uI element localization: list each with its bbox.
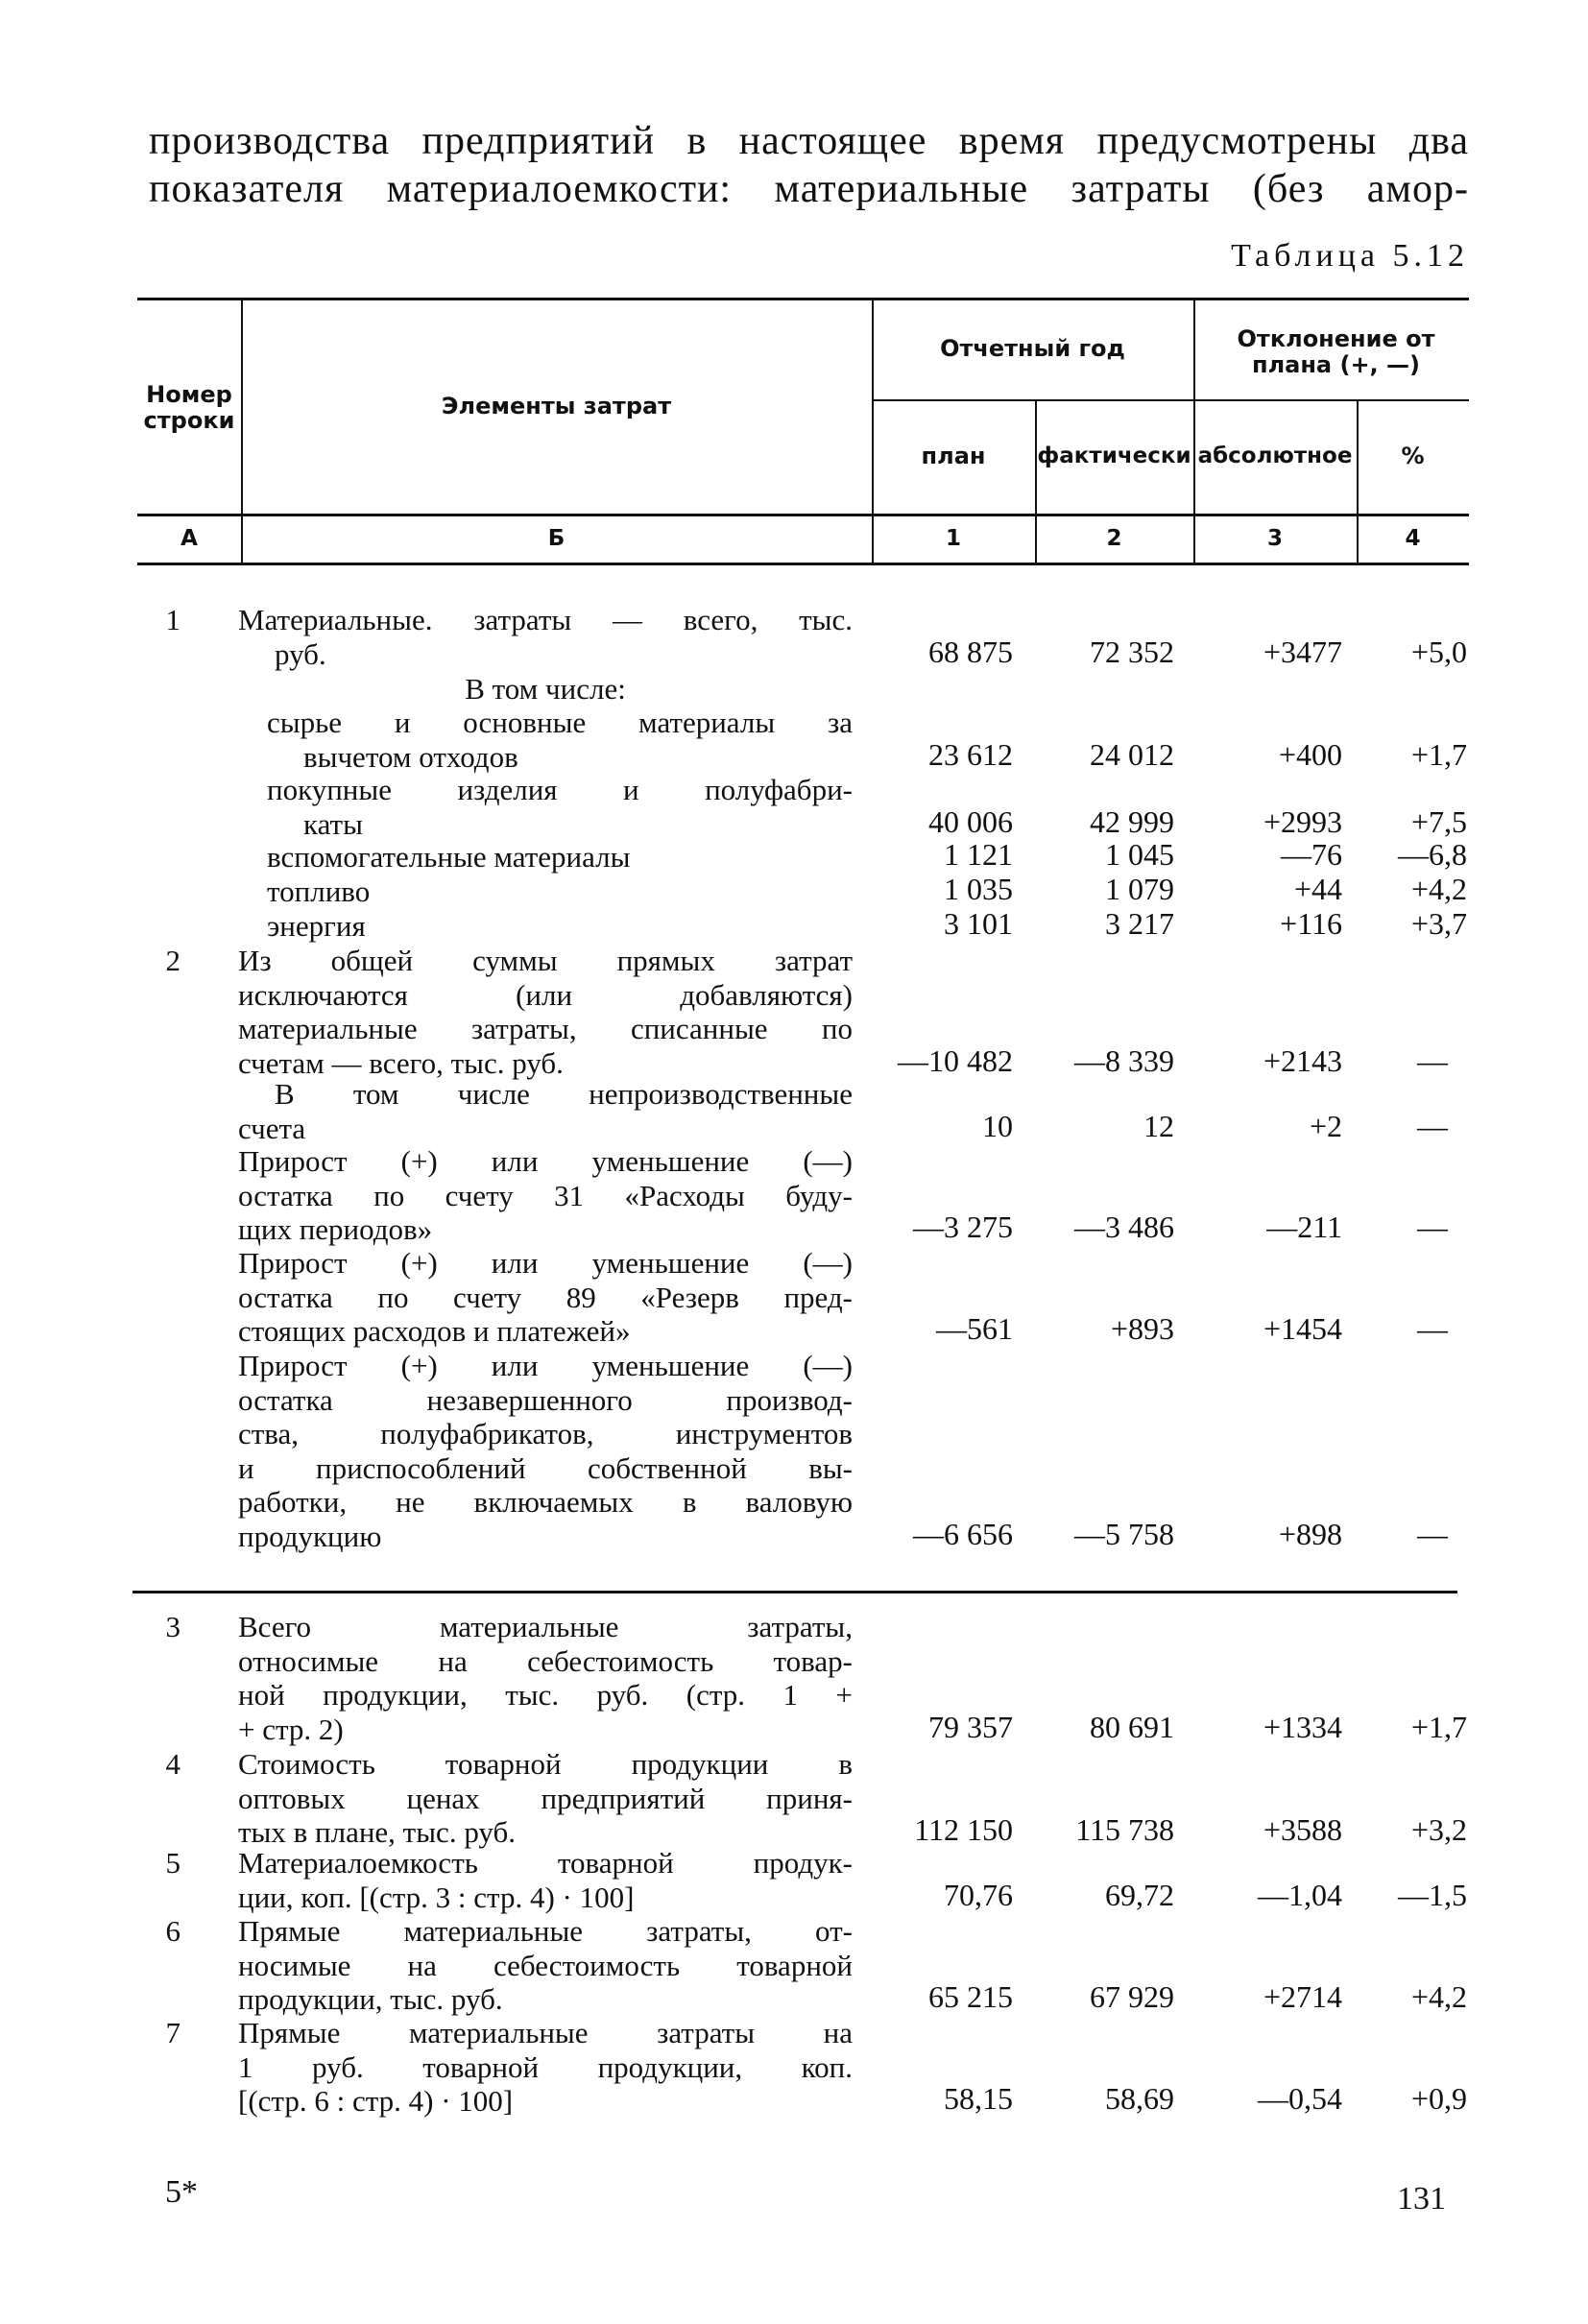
header-percent: %: [1401, 443, 1425, 469]
cell-actual: 42 999: [1090, 803, 1174, 839]
cell-plan: 3 101: [944, 906, 1013, 941]
row-label-line: Материальные. затраты — всего, тыс.: [238, 603, 853, 636]
header-absolute: абсолютное: [1197, 443, 1353, 468]
row-label-line: стоящих расходов и платежей»: [238, 1314, 631, 1348]
cell-actual: —8 339: [1074, 1042, 1174, 1078]
cell-percent: —6,8: [1398, 837, 1467, 872]
row-label-line: вычетом отходов: [303, 739, 518, 774]
table-caption: Таблица 5.12: [1231, 238, 1469, 274]
row-label: [238, 1914, 853, 2017]
row-label-line: щих периодов»: [238, 1212, 433, 1246]
cell-absolute: +3477: [1263, 634, 1342, 669]
row-label-line: + стр. 2): [238, 1712, 344, 1746]
cell-percent: +3,2: [1410, 1812, 1467, 1847]
cell-actual: 80 691: [1090, 1709, 1174, 1744]
cell-absolute: +898: [1278, 1516, 1342, 1551]
row-label-line: материальные затраты, списанные по: [238, 1012, 853, 1045]
cell-actual: —3 486: [1074, 1210, 1174, 1244]
intro-line-1: производства предприятий в настоящее время предусмотрены два: [149, 119, 1469, 163]
row-label: [267, 840, 853, 874]
cell-plan: 70,76: [944, 1877, 1013, 1912]
cell-percent: —: [1417, 1042, 1448, 1078]
intro-paragraph: [149, 117, 1469, 213]
row-label: [238, 1747, 853, 1850]
row-label-line: сырье и основные материалы за: [267, 706, 853, 739]
row-label: [238, 672, 853, 707]
row-label-line: продукции, тыс. руб.: [238, 1982, 503, 2016]
row-label-line: вспомогательные материалы: [267, 840, 631, 874]
row-label-line: ции, коп. [(стр. 3 : стр. 4) · 100]: [238, 1880, 635, 1914]
row-label-line: каты: [303, 806, 363, 841]
header-bottom-rule: [137, 514, 1469, 516]
row-label-line: Прирост (+) или уменьшение (—): [238, 1246, 853, 1280]
cell-actual: 3 217: [1105, 906, 1174, 941]
cell-plan: 79 357: [928, 1709, 1013, 1744]
colnum-4: 4: [1405, 526, 1421, 551]
cell-actual: —5 758: [1074, 1516, 1174, 1551]
cell-plan: 1 035: [944, 872, 1013, 906]
row-number: 2: [165, 944, 180, 977]
row-label-line: относимые на себестоимость товар-: [238, 1643, 853, 1678]
cell-absolute: +2993: [1263, 803, 1342, 839]
row-number: 3: [165, 1610, 180, 1643]
cell-actual: 72 352: [1090, 634, 1174, 669]
cell-plan: 23 612: [928, 736, 1013, 772]
row-number: 6: [165, 1914, 180, 1948]
colnum-bottom-rule: [137, 563, 1469, 565]
cell-absolute: —76: [1281, 837, 1342, 872]
cell-plan: 112 150: [914, 1812, 1013, 1847]
cell-absolute: +2143: [1263, 1042, 1342, 1078]
row-label-line: остатка по счету 89 «Резерв пред-: [238, 1280, 853, 1314]
signature-mark: 5*: [165, 2174, 198, 2210]
colnum-a: А: [180, 526, 198, 551]
row-label-line: Стоимость товарной продукции в: [238, 1747, 853, 1781]
row-label-line: исключаются (или добавляются): [238, 977, 853, 1012]
cell-plan: 58,15: [944, 2081, 1013, 2116]
cell-actual: 1 079: [1105, 872, 1174, 906]
row-label: [238, 944, 853, 1080]
colnum-1: 1: [945, 526, 961, 551]
page-number: 131: [1397, 2181, 1446, 2216]
cell-absolute: +44: [1293, 872, 1342, 906]
row-label: [238, 2016, 853, 2119]
cell-plan: 40 006: [928, 803, 1013, 839]
cell-absolute: +400: [1278, 736, 1342, 772]
cell-absolute: —1,04: [1258, 1877, 1342, 1912]
row-label: [267, 706, 853, 774]
row-label-line: и приспособлений собственной вы-: [238, 1450, 853, 1485]
row-label: [238, 1144, 853, 1247]
cell-plan: 1 121: [944, 837, 1013, 872]
row-label-line: оптовых ценах предприятий приня-: [238, 1781, 853, 1815]
row-label: [238, 1246, 853, 1349]
cell-absolute: +2714: [1263, 1979, 1342, 2014]
cell-plan: 10: [982, 1108, 1013, 1143]
row-label-line: энергия: [267, 909, 366, 943]
row-label: [238, 603, 853, 671]
cell-percent: +1,7: [1410, 1709, 1467, 1744]
cell-actual: 1 045: [1105, 837, 1174, 872]
row-label-line: Прямые материальные затраты на: [238, 2016, 853, 2049]
table-top-rule: [137, 298, 1469, 300]
cell-percent: +0,9: [1410, 2081, 1467, 2116]
cell-plan: —561: [936, 1311, 1013, 1346]
intro-line-2: показателя материалоемкости: материальные затраты (без амор-: [149, 167, 1469, 211]
row-label: [267, 773, 853, 841]
header-reporting-year: Отчетный год: [940, 335, 1125, 362]
row-label-line: работки, не включаемых в валовую: [238, 1485, 853, 1519]
cell-absolute: +116: [1280, 906, 1342, 941]
row-label-line: остатка незавершенного производ-: [238, 1382, 853, 1417]
row-number: 7: [165, 2016, 180, 2049]
row-label-line: счетам — всего, тыс. руб.: [238, 1045, 564, 1080]
row-label-line: Прирост (+) или уменьшение (—): [238, 1349, 853, 1382]
row-label-line: Всего материальные затраты,: [238, 1610, 853, 1643]
colnum-b: Б: [547, 526, 565, 551]
row-label: [238, 1077, 853, 1145]
cell-plan: —10 482: [898, 1042, 1013, 1078]
cell-plan: 68 875: [928, 634, 1013, 669]
cell-percent: —: [1417, 1108, 1448, 1143]
header-elements: Элементы затрат: [441, 393, 672, 419]
cell-actual: 12: [1143, 1108, 1174, 1143]
cell-percent: +4,2: [1410, 872, 1467, 906]
row-label-line: ства, полуфабрикатов, инструментов: [238, 1417, 853, 1450]
cell-actual: 115 738: [1075, 1812, 1174, 1847]
cell-absolute: +2: [1309, 1108, 1342, 1143]
row-label-line: Прирост (+) или уменьшение (—): [238, 1144, 853, 1178]
cell-percent: —: [1417, 1210, 1448, 1244]
header-plan: план: [921, 443, 986, 469]
row-label: [238, 1846, 853, 1914]
cell-plan: —3 275: [913, 1210, 1013, 1244]
cell-percent: —: [1417, 1311, 1448, 1346]
section-divider: [132, 1591, 1457, 1593]
cell-percent: —: [1417, 1516, 1448, 1551]
header-actual: фактически: [1037, 443, 1191, 468]
row-label: [267, 874, 853, 909]
row-label-line: В том числе непроизводственные: [275, 1077, 853, 1111]
row-label-line: 1 руб. товарной продукции, коп.: [238, 2049, 853, 2084]
cell-plan: 65 215: [928, 1979, 1013, 2014]
row-number: 1: [165, 603, 180, 636]
row-label-line: носимые на себестоимость товарной: [238, 1948, 853, 1982]
row-label-line: ной продукции, тыс. руб. (стр. 1 +: [238, 1678, 853, 1712]
cell-absolute: +1454: [1263, 1311, 1342, 1346]
cell-actual: 69,72: [1105, 1877, 1174, 1912]
row-label: [267, 909, 853, 944]
row-label: [238, 1349, 853, 1553]
cell-actual: 24 012: [1090, 736, 1174, 772]
row-label-line: Материалоемкость товарной продук-: [238, 1846, 853, 1880]
cell-percent: +5,0: [1410, 634, 1467, 669]
row-label-line: руб.: [275, 636, 326, 671]
cell-actual: +893: [1110, 1311, 1174, 1346]
colnum-3: 3: [1266, 526, 1283, 551]
row-label-line: счета: [238, 1111, 306, 1145]
row-label-line: покупные изделия и полуфабри-: [267, 773, 853, 806]
header-mid-rule: [872, 399, 1469, 401]
cell-percent: +1,7: [1410, 736, 1467, 772]
cell-absolute: +1334: [1263, 1709, 1342, 1744]
cell-percent: +7,5: [1410, 803, 1467, 839]
row-label-line: [(стр. 6 : стр. 4) · 100]: [238, 2084, 514, 2118]
cell-percent: +3,7: [1410, 906, 1467, 941]
row-number: 4: [165, 1747, 180, 1781]
row-label-line: Прямые материальные затраты, от-: [238, 1914, 853, 1948]
header-row-number: Номер строки: [143, 381, 235, 434]
cell-percent: +4,2: [1410, 1979, 1467, 2014]
colnum-2: 2: [1106, 526, 1122, 551]
row-label-line: остатка по счету 31 «Расходы буду-: [238, 1178, 853, 1212]
row-label-line: Из общей суммы прямых затрат: [238, 944, 853, 977]
cell-absolute: +3588: [1263, 1812, 1342, 1847]
row-label-line: тых в плане, тыс. руб.: [238, 1815, 517, 1849]
cell-percent: —1,5: [1398, 1877, 1467, 1912]
cell-absolute: —0,54: [1258, 2081, 1342, 2116]
header-deviation: Отклонение от плана (+, —): [1237, 325, 1435, 378]
row-number: 5: [165, 1846, 180, 1880]
cell-actual: 67 929: [1090, 1979, 1174, 2014]
row-label: [238, 1610, 853, 1746]
row-label-line: продукцию: [238, 1519, 382, 1553]
cell-absolute: —211: [1266, 1210, 1342, 1244]
cell-plan: —6 656: [913, 1516, 1013, 1551]
cell-actual: 58,69: [1105, 2081, 1174, 2116]
row-label-line: В том числе:: [465, 672, 626, 706]
row-label-line: топливо: [267, 874, 371, 908]
